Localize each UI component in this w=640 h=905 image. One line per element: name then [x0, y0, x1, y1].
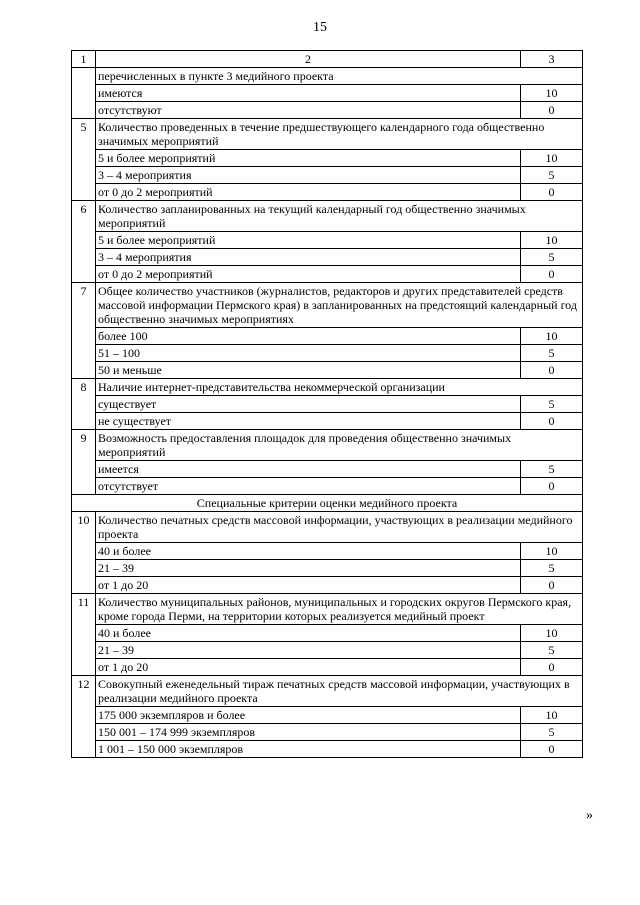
criterion-row	[72, 283, 583, 328]
criterion-number: 12	[72, 676, 96, 758]
option-text: имеется	[96, 461, 521, 478]
option-text: 3 – 4 мероприятия	[96, 249, 521, 266]
option-row	[72, 413, 583, 430]
option-score: 0	[521, 659, 583, 676]
option-score: 0	[521, 741, 583, 758]
option-row	[72, 266, 583, 283]
option-text: от 0 до 2 мероприятий	[96, 266, 521, 283]
option-score: 5	[521, 724, 583, 741]
option-text: 40 и более	[96, 625, 521, 642]
criterion-row	[72, 119, 583, 150]
option-score: 10	[521, 150, 583, 167]
option-score: 10	[521, 85, 583, 102]
option-score: 5	[521, 167, 583, 184]
option-text: 175 000 экземпляров и более	[96, 707, 521, 724]
page-number: 15	[313, 20, 327, 35]
option-row	[72, 150, 583, 167]
option-row	[72, 461, 583, 478]
option-text: 40 и более	[96, 543, 521, 560]
criterion-number: 9	[72, 430, 96, 495]
criterion-continuation-row	[72, 68, 583, 85]
criteria-table-body	[72, 51, 583, 758]
option-row	[72, 345, 583, 362]
option-row	[72, 102, 583, 119]
option-score: 5	[521, 461, 583, 478]
option-text: 3 – 4 мероприятия	[96, 167, 521, 184]
option-text: 5 и более мероприятий	[96, 232, 521, 249]
option-score: 5	[521, 642, 583, 659]
criterion-text: Совокупный еженедельный тираж печатных средств массовой информации, участвующих в реализации медийного проекта	[96, 676, 583, 707]
option-text: более 100	[96, 328, 521, 345]
option-score: 5	[521, 249, 583, 266]
option-text: отсутствует	[96, 478, 521, 495]
option-score: 10	[521, 625, 583, 642]
criterion-number: 7	[72, 283, 96, 379]
option-text: от 1 до 20	[96, 659, 521, 676]
option-score: 0	[521, 362, 583, 379]
criterion-text: Возможность предоставления площадок для проведения общественно значимых мероприятий	[96, 430, 583, 461]
header-cell-number: 1	[72, 51, 96, 68]
option-row	[72, 232, 583, 249]
option-row	[72, 249, 583, 266]
option-text: 51 – 100	[96, 345, 521, 362]
option-row	[72, 659, 583, 676]
option-text: существует	[96, 396, 521, 413]
option-score: 0	[521, 478, 583, 495]
option-row	[72, 560, 583, 577]
closing-quote-mark: »	[586, 808, 593, 823]
option-row	[72, 396, 583, 413]
option-row	[72, 167, 583, 184]
option-score: 0	[521, 413, 583, 430]
criteria-table	[71, 50, 583, 758]
option-text: 1 001 – 150 000 экземпляров	[96, 741, 521, 758]
criterion-text: перечисленных в пункте 3 медийного проекта	[96, 68, 583, 85]
option-score: 5	[521, 396, 583, 413]
option-text: от 0 до 2 мероприятий	[96, 184, 521, 201]
criterion-text: Наличие интернет-представительства некоммерческой организации	[96, 379, 583, 396]
option-row	[72, 625, 583, 642]
option-text: 50 и меньше	[96, 362, 521, 379]
option-score: 0	[521, 266, 583, 283]
header-cell-criterion: 2	[96, 51, 521, 68]
option-text: не существует	[96, 413, 521, 430]
option-row	[72, 184, 583, 201]
option-row	[72, 741, 583, 758]
option-row	[72, 85, 583, 102]
section-heading-row	[72, 495, 583, 512]
criterion-row	[72, 379, 583, 396]
criterion-row	[72, 512, 583, 543]
header-cell-score: 3	[521, 51, 583, 68]
criterion-number: 8	[72, 379, 96, 430]
criterion-text: Количество запланированных на текущий календарный год общественно значимых мероприятий	[96, 201, 583, 232]
option-text: отсутствуют	[96, 102, 521, 119]
option-row	[72, 577, 583, 594]
option-score: 0	[521, 184, 583, 201]
option-row	[72, 543, 583, 560]
option-text: 21 – 39	[96, 642, 521, 659]
option-text: 21 – 39	[96, 560, 521, 577]
option-score: 10	[521, 707, 583, 724]
criterion-number: 11	[72, 594, 96, 676]
option-text: 150 001 – 174 999 экземпляров	[96, 724, 521, 741]
option-text: 5 и более мероприятий	[96, 150, 521, 167]
option-score: 5	[521, 345, 583, 362]
criterion-text: Количество проведенных в течение предшествующего календарного года общественно значимых мероприятий	[96, 119, 583, 150]
option-text: от 1 до 20	[96, 577, 521, 594]
criterion-number-empty	[72, 68, 96, 119]
criterion-row	[72, 676, 583, 707]
table-header-row	[72, 51, 583, 68]
option-row	[72, 328, 583, 345]
option-score: 0	[521, 102, 583, 119]
option-score: 0	[521, 577, 583, 594]
option-row	[72, 478, 583, 495]
option-text: имеются	[96, 85, 521, 102]
option-score: 5	[521, 560, 583, 577]
option-score: 10	[521, 328, 583, 345]
option-score: 10	[521, 232, 583, 249]
criterion-number: 10	[72, 512, 96, 594]
criterion-row	[72, 430, 583, 461]
option-row	[72, 707, 583, 724]
criterion-number: 5	[72, 119, 96, 201]
option-row	[72, 724, 583, 741]
option-row	[72, 642, 583, 659]
criterion-row	[72, 594, 583, 625]
criterion-row	[72, 201, 583, 232]
section-heading: Специальные критерии оценки медийного проекта	[72, 495, 583, 512]
option-row	[72, 362, 583, 379]
criterion-number: 6	[72, 201, 96, 283]
criterion-text: Количество муниципальных районов, муниципальных и городских округов Пермского края, кроме города Перми, на территории которых реализуется медийный проект	[96, 594, 583, 625]
criterion-text: Количество печатных средств массовой информации, участвующих в реализации медийного проекта	[96, 512, 583, 543]
option-score: 10	[521, 543, 583, 560]
criterion-text: Общее количество участников (журналистов, редакторов и других представителей средств массовой информации Пермского края) в запланированных на предстоящий календарный год общественно значимых мероприятиях	[96, 283, 583, 328]
